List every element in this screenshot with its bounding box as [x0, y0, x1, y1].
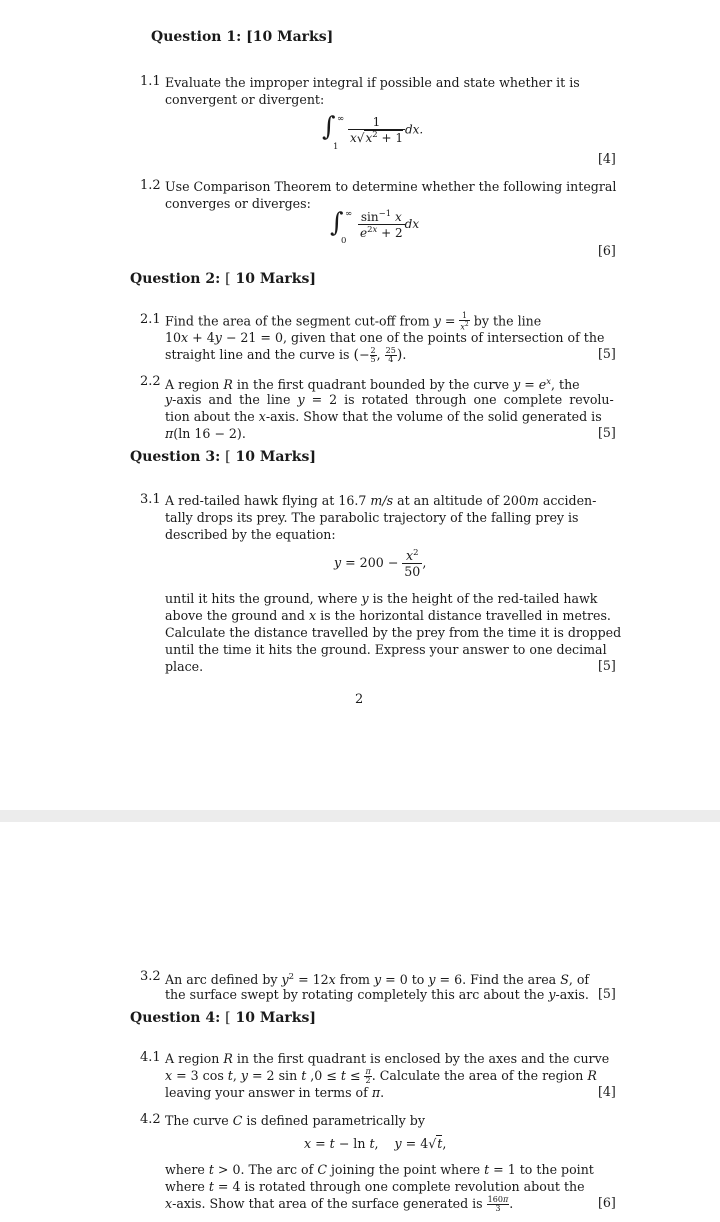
part-3-2-line-1-c: to	[411, 972, 425, 988]
part-3-2-line-2-a: the surface swept by rotating completely this arc about the	[165, 987, 545, 1002]
part-3-2-mark: [5]	[598, 986, 616, 1001]
part-3-1-after-line-3: Calculate the distance travelled by the prey from the time it is dropped	[165, 625, 622, 640]
part-1-1-number: 1.1	[140, 74, 161, 89]
part-2-1-mark: [5]	[598, 346, 616, 361]
equation-4-2: x = t − ln t, y = 4√t,	[304, 1136, 447, 1151]
part-3-2-text-line-1: An arc defined by $y^2 = 12x$ from y = 0 to y = 6. Find the area S, of	[165, 972, 590, 988]
part-2-1-line-2-text: , given that one of the points of intersection of the	[283, 330, 605, 345]
part-4-1-number: 4.1	[140, 1050, 161, 1065]
part-3-1-text-line-2: tally drops its prey. The parabolic trajectory of the falling prey is	[165, 510, 579, 525]
part-2-2-number: 2.2	[140, 374, 161, 389]
part-2-2-text-line-4: π(ln 16 − 2).	[165, 426, 246, 441]
part-3-2-text-line-2: the surface swept by rotating completely this arc about the y-axis.	[165, 987, 589, 1002]
question-3-heading	[130, 449, 316, 465]
part-3-1-number: 3.1	[140, 492, 161, 507]
page-2	[0, 822, 720, 1222]
question-2-marks: 10 Marks]	[235, 271, 316, 287]
part-3-2-line-1-b: from	[339, 972, 371, 988]
part-4-2-line-1-b: is defined parametrically by	[246, 1113, 425, 1128]
page-number: 2	[355, 692, 364, 707]
part-3-1-text-line-3: described by the equation:	[165, 527, 336, 542]
part-3-1-after-1-b: is the height of the red-tailed hawk	[372, 591, 598, 606]
part-1-1-text-line-1: Evaluate the improper integral if possible and state whether it is	[165, 75, 580, 90]
part-2-1-line-1-post: by the line	[473, 313, 542, 329]
part-2-2-line-2-b: is rotated through one complete revolu-	[344, 392, 614, 407]
part-4-1-line-3-a: leaving your answer in terms of	[165, 1085, 368, 1100]
question-4-label: Question 4:	[130, 1010, 221, 1026]
question-2-heading	[130, 271, 316, 287]
part-2-2-line-1-c: , the	[551, 377, 580, 393]
part-4-2-after-1-d: to the point	[519, 1162, 594, 1177]
question-2-label: Question 2:	[130, 271, 221, 287]
question-3-bracket: [	[225, 449, 231, 465]
part-2-1-text-line-1: Find the area of the segment cut-off from y = $\frac{1}{x^2}$ by the line	[165, 311, 542, 332]
part-2-2-line-2-a: -axis and the line	[172, 392, 291, 407]
page-separator	[0, 810, 720, 822]
part-3-1-after-line-1: until it hits the ground, where y is the height of the red-tailed hawk	[165, 591, 598, 606]
equation-3-1: y = 200 − $\frac{x^2}{50}$ ,	[334, 548, 427, 580]
part-3-1-after-1-a: until it hits the ground, where	[165, 591, 358, 606]
part-1-1-text-line-2: convergent or divergent:	[165, 92, 325, 107]
part-4-2-after-1-b: . The arc of	[240, 1162, 314, 1177]
part-2-2-line-1-a: A region	[165, 377, 220, 393]
question-3-label: Question 3:	[130, 449, 221, 465]
question-3-marks: 10 Marks]	[235, 449, 316, 465]
part-1-2-text-line-2: converges or diverges:	[165, 196, 311, 211]
part-2-2-line-3-b: -axis. Show that the volume of the solid generated is	[265, 409, 602, 424]
part-4-2-after-1-c: joining the point where	[330, 1162, 481, 1177]
part-4-1-text-line-3: leaving your answer in terms of π.	[165, 1085, 385, 1100]
part-2-2-mark: [5]	[598, 425, 616, 440]
part-4-2-line-1-a: The curve	[165, 1113, 229, 1128]
part-4-2-after-line-1: where t > 0. The arc of C joining the point where t = 1 to the point	[165, 1162, 594, 1177]
part-4-2-after-2-b: is rotated through one complete revolution about the	[244, 1179, 585, 1194]
part-3-2-line-1-e: , of	[568, 972, 590, 988]
question-4-heading	[130, 1010, 316, 1026]
part-3-2-line-1-d: . Find the area	[462, 972, 557, 988]
part-3-2-line-1-a: An arc defined by	[165, 972, 278, 988]
part-2-2-text-line-3: tion about the x-axis. Show that the volume of the solid generated is	[165, 409, 602, 424]
part-2-1-line-3-pre: straight line and the curve is	[165, 347, 350, 362]
part-2-2-text-line-2: y-axis and the line y = 2 is rotated through one complete revolu-	[165, 392, 614, 407]
question-1-label: Question 1:	[151, 29, 242, 45]
part-3-1-after-line-4: until the time it hits the ground. Express your answer to one decimal	[165, 642, 607, 657]
part-3-1-mark: [5]	[598, 658, 616, 673]
part-3-1-after-2-b: is the horizontal distance travelled in metres.	[320, 608, 611, 623]
part-1-2-text-line-1: Use Comparison Theorem to determine whether the following integral	[165, 179, 617, 194]
part-4-1-line-1-b: in the first quadrant is enclosed by the axes and the curve	[236, 1051, 610, 1066]
part-4-2-after-2-a: where	[165, 1179, 205, 1194]
part-2-1-line-1-pre: Find the area of the segment cut-off from	[165, 313, 430, 329]
part-2-2-line-1-b: in the first quadrant bounded by the curve	[236, 377, 510, 393]
part-3-1-after-line-2: above the ground and x is the horizontal distance travelled in metres.	[165, 608, 611, 623]
part-1-2-mark: [6]	[598, 243, 616, 258]
part-4-2-after-3-a: -axis. Show that area of the surface generated is	[172, 1196, 483, 1211]
part-4-2-after-line-2: where t = 4 is rotated through one complete revolution about the	[165, 1179, 585, 1194]
part-4-1-line-1-a: A region	[165, 1051, 220, 1066]
part-3-1-after-line-5: place.	[165, 659, 204, 674]
part-3-2-line-2-b: -axis.	[555, 987, 589, 1002]
part-1-2-number: 1.2	[140, 178, 161, 193]
question-1-marks: [10 Marks]	[246, 29, 334, 45]
part-3-1-line-1-a: A red-tailed hawk flying at 16.7	[165, 493, 367, 508]
question-4-bracket: [	[225, 1010, 231, 1026]
part-2-2-text-line-1: A region R in the first quadrant bounded by the curve $y = e^x$, the	[165, 377, 580, 393]
part-4-1-text-line-1: A region R in the first quadrant is enclosed by the axes and the curve	[165, 1051, 610, 1066]
part-3-1-text-line-1: A red-tailed hawk flying at 16.7 m/s at an altitude of 200m acciden-	[165, 493, 597, 508]
question-1-heading	[151, 29, 333, 45]
part-4-2-after-line-3: x-axis. Show that area of the surface generated is $\frac{160\pi}{3}$ .	[165, 1195, 514, 1213]
part-1-1-mark: [4]	[598, 151, 616, 166]
part-4-2-after-1-a: where	[165, 1162, 205, 1177]
part-4-1-mark: [4]	[598, 1084, 616, 1099]
part-3-2-number: 3.2	[140, 969, 161, 984]
part-4-1-text-line-2: x = 3 cos t, y = 2 sin t ,0 ≤ t ≤ $\frac{\pi}{2}$ . Calculate the area of the region R	[165, 1067, 597, 1085]
part-2-2-line-3-a: tion about the	[165, 409, 255, 424]
part-4-2-mark: [6]	[598, 1195, 616, 1210]
part-2-1-number: 2.1	[140, 312, 161, 327]
part-3-1-line-1-b: at an altitude of 200	[397, 493, 527, 508]
part-3-1-after-2-a: above the ground and	[165, 608, 305, 623]
part-4-2-number: 4.2	[140, 1112, 161, 1127]
part-4-1-line-2-a: . Calculate the area of the region	[371, 1068, 584, 1083]
part-2-1-text-line-2: 10x + 4y − 21 = 0, given that one of the points of intersection of the	[165, 330, 605, 345]
part-3-1-line-1-c: acciden-	[542, 493, 597, 508]
question-4-marks: 10 Marks]	[235, 1010, 316, 1026]
part-4-2-text-line-1: The curve C is defined parametrically by	[165, 1113, 425, 1128]
question-2-bracket: [	[225, 271, 231, 287]
page-1: Question 1: [10 Marks] 1.1 Evaluate the improper integral if possible and state whether it is convergent or divergent: ∫ ∞ 1 $\frac{1}{x√x^2 + 1}$ dx. [4] 1.2 Use Comparison Theorem to determine whether the following integral converges or diverges: ∫ ∞ 0 $\frac{\sin^{-1} x}{e^{2x} + 2}$ dx [6] Question 2: [ 10 Marks] 2.1 Find the area of the segment cut-off from y = $\frac{1}{x^2}$ by the line 10x + 4y − 21 = 0, given that one of the points of intersection of the straight line and the curve is (− $\frac{2}{5}$ , $\frac{25}{4}$ ). [5] 2.2 A region R in the first quadrant bounded by the curve $y = e^x$, the y-axis and the line y = 2 is rotated through one complete revolu- tion about the x-axis. Show that the volume of the solid generated is π(ln 16 − 2). [5] Question 3: [ 10 Marks] 3.1 A red-tailed hawk flying at 16.7 m/s at an altitude of 200m acciden- tally drops its prey. The parabolic trajectory of the falling prey is described by the equation: y = 200 − $\frac{x^2}{50}$ , until it hits the ground, where y is the height of the red-tailed hawk above the ground and x is the horizontal distance travelled in metres. Calculate the distance travelled by the prey from the time it is dropped until the time it hits the ground. Express your answer to one decimal place. [5] 2	[0, 0, 720, 810]
part-2-1-text-line-3: straight line and the curve is (− $\frac{2}{5}$ , $\frac{25}{4}$ ).	[165, 346, 407, 364]
